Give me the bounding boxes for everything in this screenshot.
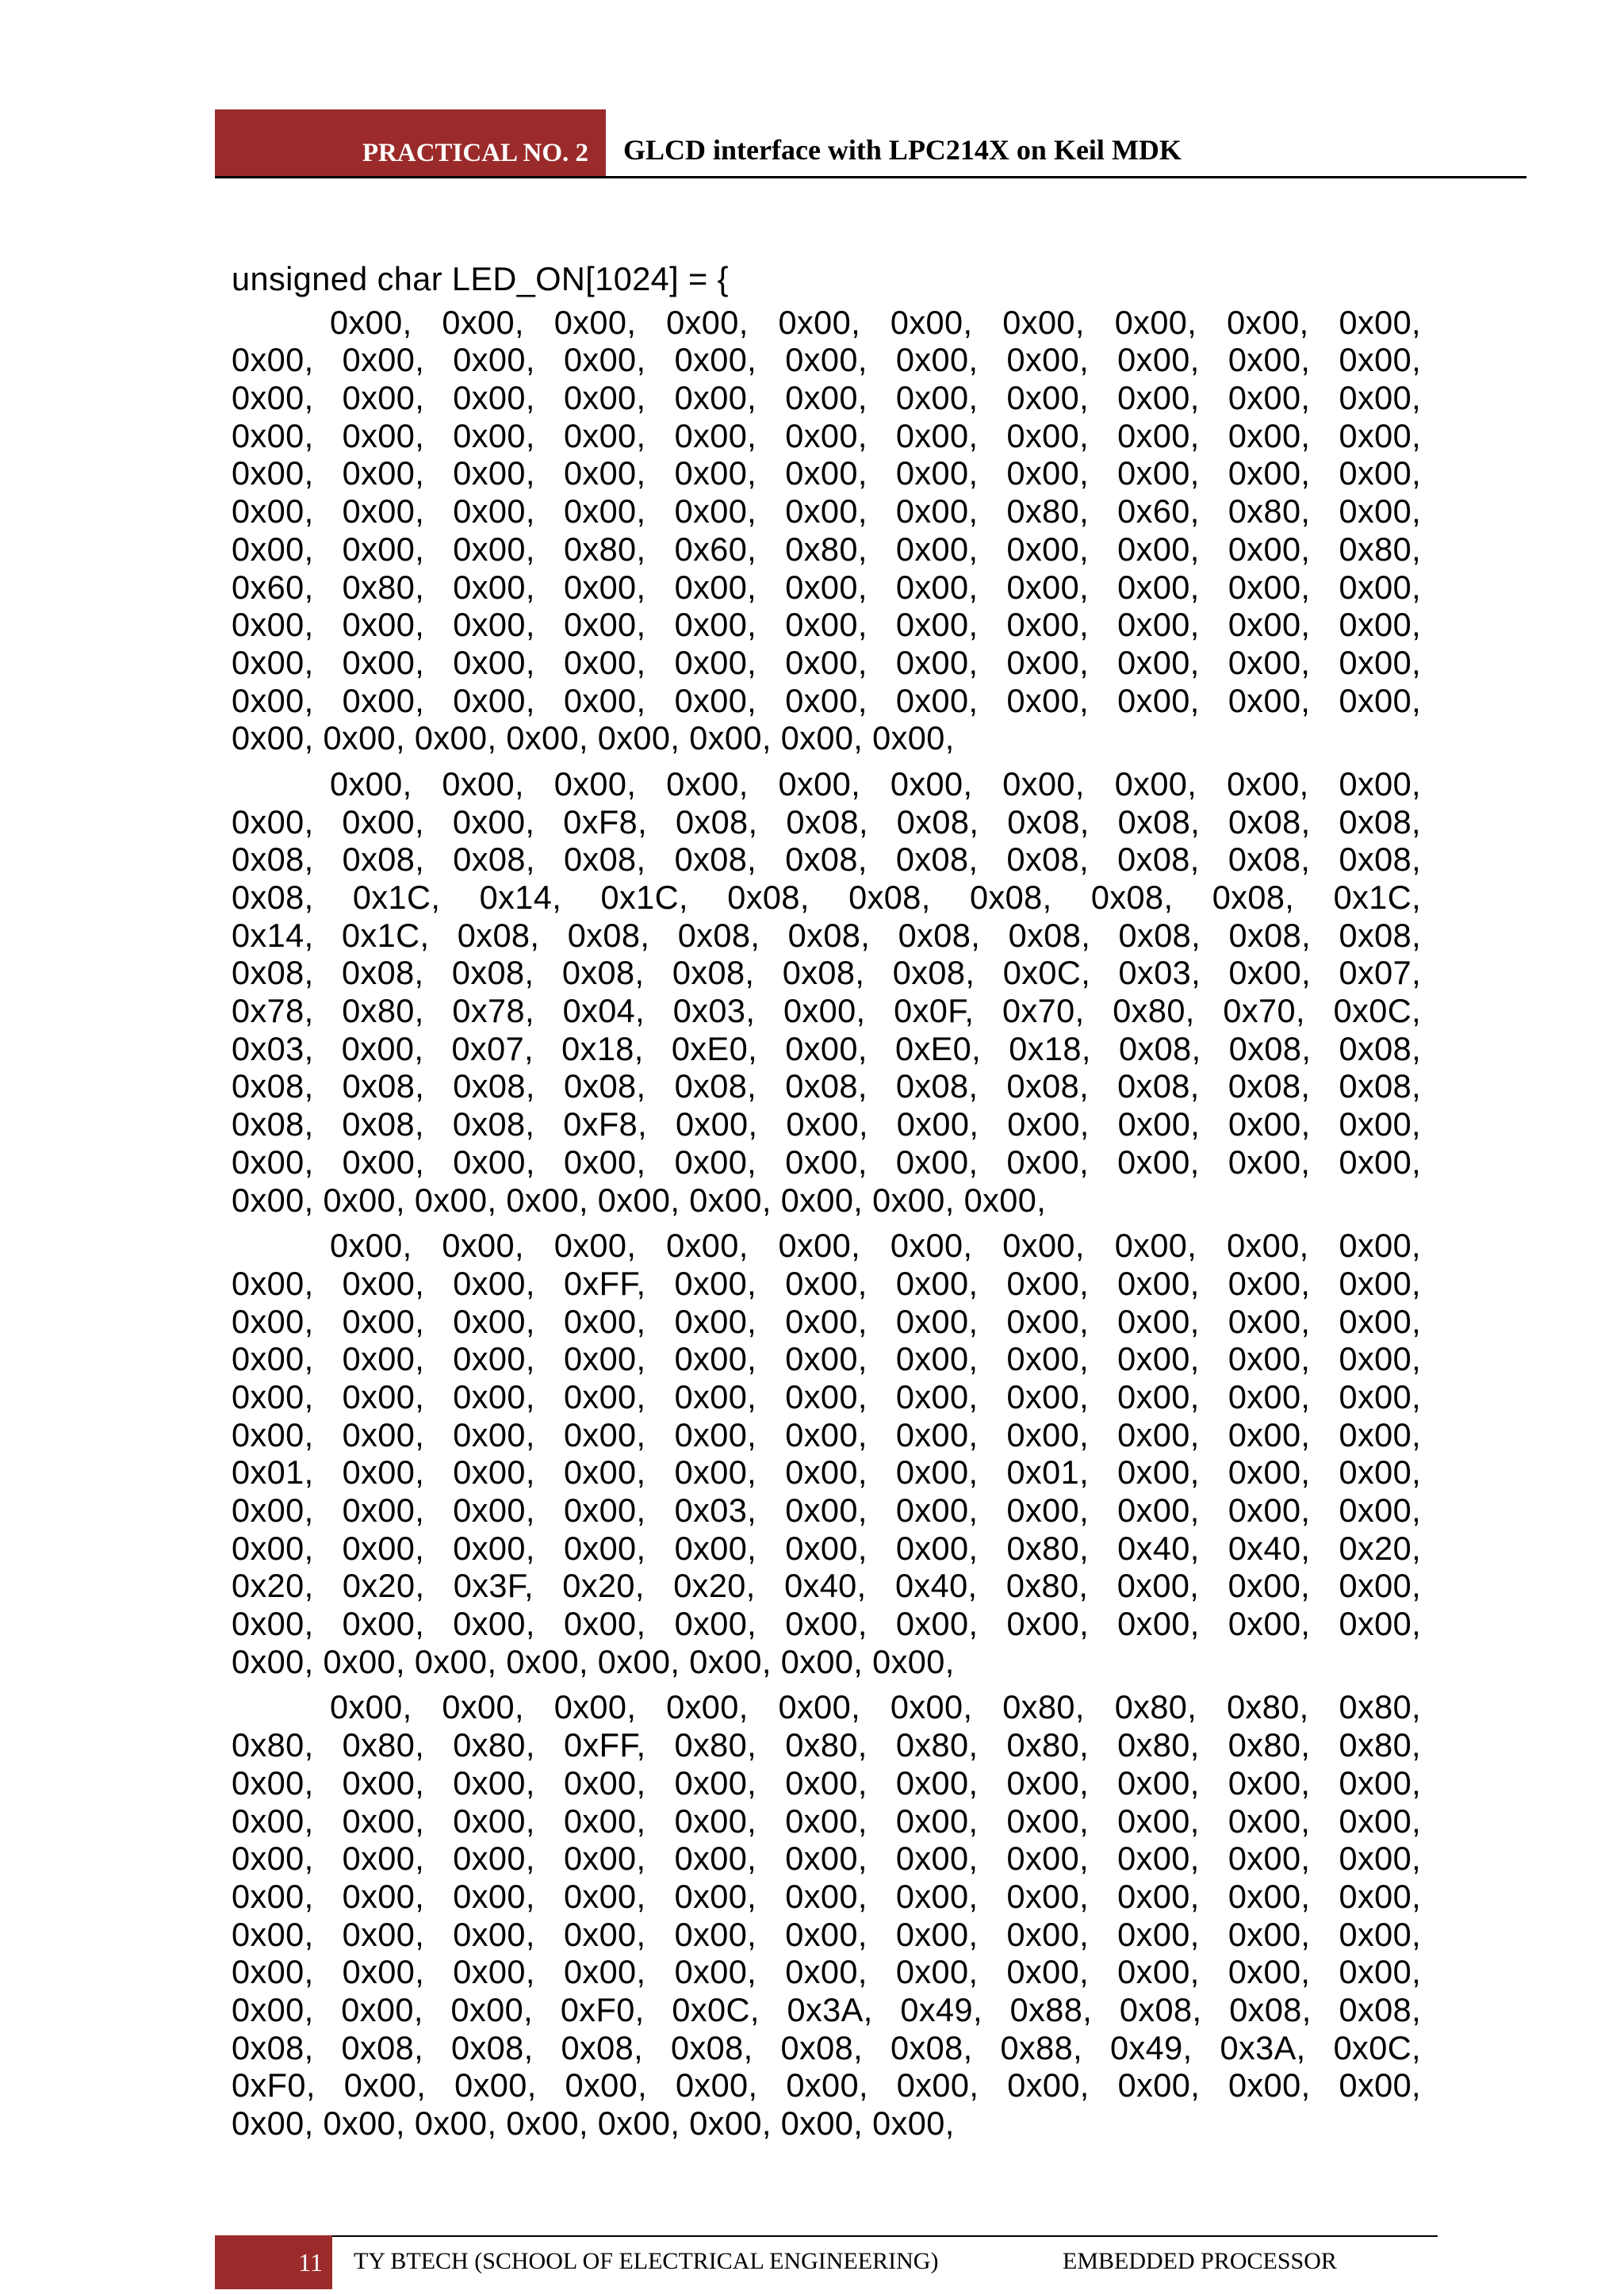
practical-number-tab — [215, 109, 606, 178]
hex-data-block — [232, 765, 1421, 1219]
hex-data-line: 0x00, 0x00, 0x00, 0x00, 0x00, 0x00, 0x00, 0x00, 0x00, 0x00, 0x00, — [232, 1764, 1421, 1802]
hex-data-line: 0x00, 0x00, 0x00, 0x00, 0x00, 0x00, 0x00, 0x00, — [232, 719, 955, 757]
hex-data-block — [232, 1688, 1421, 2142]
footer-course-text: TY BTECH (SCHOOL OF ELECTRICAL ENGINEERING) — [354, 2248, 939, 2274]
hex-data-line: 0x00, 0x00, 0x00, 0x00, 0x00, 0x00, 0x00, 0x00, 0x00, 0x00, 0x00, — [232, 1340, 1421, 1378]
hex-data-line: 0x00, 0x00, 0x00, 0x00, 0x00, 0x00, 0x00, 0x00, 0x00, 0x00, 0x00, — [232, 416, 1421, 454]
hex-data-line: 0x08, 0x1C, 0x14, 0x1C, 0x08, 0x08, 0x08, 0x08, 0x08, 0x1C, — [232, 879, 1421, 916]
hex-data-line: 0x00, 0x00, 0x00, 0x00, 0x00, 0x00, 0x00, 0x00, 0x00, 0x00, 0x00, — [232, 1605, 1421, 1643]
hex-data-line: 0x00, 0x00, 0x00, 0x00, 0x00, 0x00, 0x00, 0x00, 0x00, 0x00, 0x00, — [232, 1840, 1421, 1878]
hex-data-line: 0x00, 0x00, 0x00, 0x00, 0x00, 0x00, 0x00, 0x00, 0x00, 0x00, 0x00, — [232, 341, 1421, 379]
practical-number-label: PRACTICAL NO. 2 — [362, 139, 588, 167]
hex-data-line: 0x00, 0x00, 0x00, 0x00, 0x00, 0x00, 0x80, 0x80, 0x80, 0x80, — [330, 1688, 1421, 1726]
hex-data-line: 0x08, 0x08, 0x08, 0x08, 0x08, 0x08, 0x08, 0x08, 0x08, 0x08, 0x08, — [232, 1067, 1421, 1105]
hex-data-line: 0x00, 0x00, 0x00, 0x80, 0x60, 0x80, 0x00, 0x00, 0x00, 0x00, 0x80, — [232, 530, 1421, 568]
hex-data-line: 0x00, 0x00, 0x00, 0xF8, 0x08, 0x08, 0x08, 0x08, 0x08, 0x08, 0x08, — [232, 802, 1421, 841]
hex-data-line: 0x00, 0x00, 0x00, 0x00, 0x00, 0x00, 0x00, 0x80, 0x60, 0x80, 0x00, — [232, 492, 1421, 530]
hex-data-line: 0xF0, 0x00, 0x00, 0x00, 0x00, 0x00, 0x00, 0x00, 0x00, 0x00, 0x00, — [232, 2066, 1421, 2104]
hex-data-line: 0x00, 0x00, 0x00, 0x00, 0x00, 0x00, 0x00, 0x00, 0x00, 0x00, 0x00, — [232, 1302, 1421, 1340]
header-divider — [215, 176, 1526, 178]
hex-data-line: 0x00, 0x00, 0x00, 0x00, 0x00, 0x00, 0x00, 0x00, 0x00, 0x00, 0x00, — [232, 681, 1421, 719]
hex-data-line: 0x00, 0x00, 0x00, 0x00, 0x00, 0x00, 0x00, 0x00, 0x00, 0x00, 0x00, — [232, 1953, 1421, 1991]
hex-data-line: 0x00, 0x00, 0x00, 0x00, 0x00, 0x00, 0x00, 0x00, 0x00, 0x00, 0x00, — [232, 643, 1421, 681]
page-number: 11 — [298, 2248, 323, 2277]
hex-data-line: 0x78, 0x80, 0x78, 0x04, 0x03, 0x00, 0x0F, 0x70, 0x80, 0x70, 0x0C, — [232, 992, 1421, 1030]
hex-data-line: 0x00, 0x00, 0x00, 0x00, 0x00, 0x00, 0x00, 0x00, 0x00, 0x00, 0x00, — [232, 1415, 1421, 1453]
hex-data-line: 0x00, 0x00, 0x00, 0xF0, 0x0C, 0x3A, 0x49, 0x88, 0x08, 0x08, 0x08, — [232, 1990, 1421, 2028]
hex-data-line: 0x00, 0x00, 0x00, 0x00, 0x03, 0x00, 0x00, 0x00, 0x00, 0x00, 0x00, — [232, 1492, 1421, 1529]
hex-data-line: 0x80, 0x80, 0x80, 0xFF, 0x80, 0x80, 0x80, 0x80, 0x80, 0x80, 0x80, — [232, 1726, 1421, 1764]
hex-data-line: 0x08, 0x08, 0x08, 0x08, 0x08, 0x08, 0x08, 0x0C, 0x03, 0x00, 0x07, — [232, 954, 1421, 992]
hex-data-line: 0x01, 0x00, 0x00, 0x00, 0x00, 0x00, 0x00, 0x01, 0x00, 0x00, 0x00, — [232, 1453, 1421, 1492]
hex-data-line: 0x00, 0x00, 0x00, 0x00, 0x00, 0x00, 0x00, 0x00, 0x00, 0x00, 0x00, — [232, 1802, 1421, 1840]
hex-data-line: 0x00, 0x00, 0x00, 0x00, 0x00, 0x00, 0x00, 0x00, 0x00, — [232, 1181, 1047, 1219]
hex-data-line: 0x00, 0x00, 0x00, 0x00, 0x00, 0x00, 0x00, 0x00, 0x00, 0x00, 0x00, — [232, 454, 1421, 492]
hex-data-line: 0x00, 0x00, 0x00, 0x00, 0x00, 0x00, 0x00, 0x00, 0x00, 0x00, — [330, 764, 1421, 802]
hex-data-line: 0x08, 0x08, 0x08, 0x08, 0x08, 0x08, 0x08, 0x88, 0x49, 0x3A, 0x0C, — [232, 2028, 1421, 2066]
array-declaration: unsigned char LED_ON[1024] = { — [232, 260, 729, 297]
hex-data-line: 0x00, 0x00, 0x00, 0xFF, 0x00, 0x00, 0x00, 0x00, 0x00, 0x00, 0x00, — [232, 1264, 1421, 1302]
hex-data-line: 0x00, 0x00, 0x00, 0x00, 0x00, 0x00, 0x00, 0x80, 0x40, 0x40, 0x20, — [232, 1529, 1421, 1567]
hex-data-line: 0x08, 0x08, 0x08, 0x08, 0x08, 0x08, 0x08, 0x08, 0x08, 0x08, 0x08, — [232, 841, 1421, 879]
page-number-box — [215, 2235, 332, 2289]
hex-data-line: 0x03, 0x00, 0x07, 0x18, 0xE0, 0x00, 0xE0, 0x18, 0x08, 0x08, 0x08, — [232, 1029, 1421, 1067]
hex-data-line: 0x00, 0x00, 0x00, 0x00, 0x00, 0x00, 0x00, 0x00, 0x00, 0x00, — [330, 303, 1421, 341]
hex-data-line: 0x00, 0x00, 0x00, 0x00, 0x00, 0x00, 0x00, 0x00, 0x00, 0x00, 0x00, — [232, 606, 1421, 644]
hex-data-line: 0x08, 0x08, 0x08, 0xF8, 0x00, 0x00, 0x00, 0x00, 0x00, 0x00, 0x00, — [232, 1105, 1421, 1143]
hex-data-block — [232, 304, 1421, 757]
hex-data-line: 0x14, 0x1C, 0x08, 0x08, 0x08, 0x08, 0x08, 0x08, 0x08, 0x08, 0x08, — [232, 916, 1421, 954]
code-listing — [232, 260, 1421, 2143]
page-title: GLCD interface with LPC214X on Keil MDK — [623, 134, 1182, 166]
footer-divider — [331, 2235, 1438, 2237]
hex-data-line: 0x00, 0x00, 0x00, 0x00, 0x00, 0x00, 0x00, 0x00, 0x00, 0x00, 0x00, — [232, 379, 1421, 417]
hex-data-line: 0x00, 0x00, 0x00, 0x00, 0x00, 0x00, 0x00, 0x00, 0x00, 0x00, 0x00, — [232, 1877, 1421, 1915]
hex-data-line: 0x20, 0x20, 0x3F, 0x20, 0x20, 0x40, 0x40, 0x80, 0x00, 0x00, 0x00, — [232, 1567, 1421, 1605]
hex-data-line: 0x60, 0x80, 0x00, 0x00, 0x00, 0x00, 0x00, 0x00, 0x00, 0x00, 0x00, — [232, 568, 1421, 606]
hex-data-line: 0x00, 0x00, 0x00, 0x00, 0x00, 0x00, 0x00, 0x00, 0x00, 0x00, 0x00, — [232, 1143, 1421, 1181]
hex-data-line: 0x00, 0x00, 0x00, 0x00, 0x00, 0x00, 0x00, 0x00, 0x00, 0x00, 0x00, — [232, 1915, 1421, 1953]
hex-data-line: 0x00, 0x00, 0x00, 0x00, 0x00, 0x00, 0x00, 0x00, — [232, 1642, 955, 1680]
hex-data-block — [232, 1227, 1421, 1680]
hex-data-line: 0x00, 0x00, 0x00, 0x00, 0x00, 0x00, 0x00, 0x00, — [232, 2104, 955, 2142]
hex-data-line: 0x00, 0x00, 0x00, 0x00, 0x00, 0x00, 0x00, 0x00, 0x00, 0x00, 0x00, — [232, 1377, 1421, 1415]
hex-data-line: 0x00, 0x00, 0x00, 0x00, 0x00, 0x00, 0x00, 0x00, 0x00, 0x00, — [330, 1227, 1421, 1265]
code-blocks — [232, 304, 1421, 2143]
footer-subject-text: EMBEDDED PROCESSOR — [1063, 2248, 1337, 2274]
